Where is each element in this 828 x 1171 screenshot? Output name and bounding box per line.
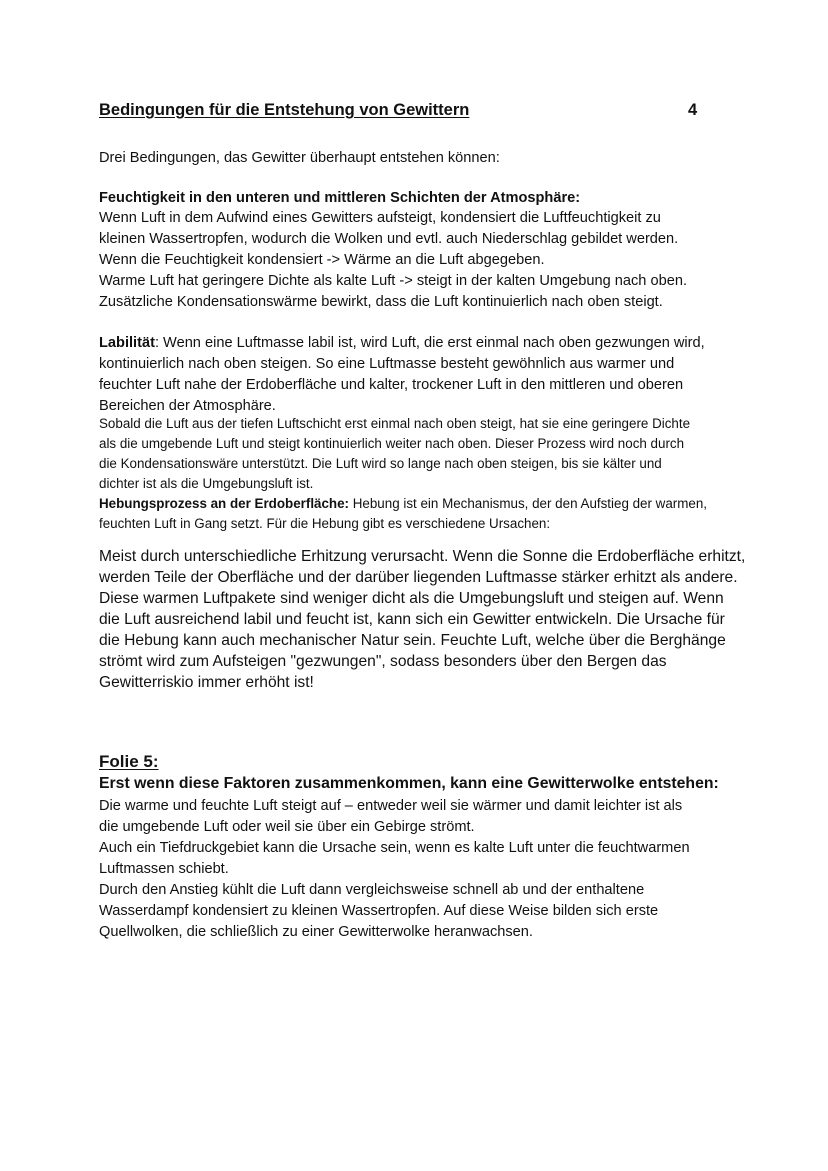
- labilitaet-small-line: als die umgebende Luft und steigt kontinuierlich weiter nach oben. Dieser Prozess wird noch durch: [99, 436, 685, 451]
- hebung-line: die Hebung kann auch mechanischer Natur sein. Feuchte Luft, welche über die Berghänge: [99, 632, 726, 649]
- hebung-line: Meist durch unterschiedliche Erhitzung verursacht. Wenn die Sonne die Erdoberfläche erhitzt,: [99, 548, 746, 565]
- hebung-second-line: feuchten Luft in Gang setzt. Für die Hebung gibt es verschiedene Ursachen:: [99, 516, 551, 531]
- hebung-text: Hebung ist ein Mechanismus, der den Aufstieg der warmen,: [349, 496, 708, 511]
- folie5-line: Die warme und feuchte Luft steigt auf – entweder weil sie wärmer und damit leichter ist als: [99, 798, 683, 814]
- hebung-first-line: [99, 494, 707, 514]
- folie5-line: Luftmassen schiebt.: [99, 861, 229, 877]
- feuchtigkeit-line: Zusätzliche Kondensationswärme bewirkt, dass die Luft kontinuierlich nach oben steigt.: [99, 294, 663, 310]
- labilitaet-line: kontinuierlich nach oben steigen. So eine Luftmasse besteht gewöhnlich aus warmer und: [99, 356, 675, 372]
- hebung-line: die Luft ausreichend labil und feucht ist, kann sich ein Gewitter entwickeln. Die Ursache für: [99, 611, 725, 628]
- feuchtigkeit-line: Wenn Luft in dem Aufwind eines Gewitters aufsteigt, kondensiert die Luftfeuchtigkeit zu: [99, 210, 661, 226]
- hebung-line: werden Teile der Oberfläche und der darüber liegenden Luftmasse stärker erhitzt als andere.: [99, 569, 738, 586]
- feuchtigkeit-line: kleinen Wassertropfen, wodurch die Wolken und evtl. auch Niederschlag gebildet werden.: [99, 231, 679, 247]
- folie5-line: Durch den Anstieg kühlt die Luft dann vergleichsweise schnell ab und der enthaltene: [99, 882, 645, 898]
- page-title: Bedingungen für die Entstehung von Gewittern: [99, 101, 470, 119]
- page-number: 4: [688, 101, 698, 119]
- labilitaet-term: Labilität: [99, 335, 155, 351]
- folie5-line: die umgebende Luft oder weil sie über ein Gebirge strömt.: [99, 819, 475, 835]
- labilitaet-line: Bereichen der Atmosphäre.: [99, 398, 276, 414]
- folie5-line: Quellwolken, die schließlich zu einer Gewitterwolke heranwachsen.: [99, 924, 533, 940]
- feuchtigkeit-line: Warme Luft hat geringere Dichte als kalte Luft -> steigt in der kalten Umgebung nach oben.: [99, 273, 687, 289]
- hebung-line: strömt wird zum Aufsteigen "gezwungen", sodass besonders über den Bergen das: [99, 653, 667, 670]
- labilitaet-first-line: [99, 333, 705, 354]
- folie5-line: Auch ein Tiefdruckgebiet kann die Ursache sein, wenn es kalte Luft unter die feuchtwarmen: [99, 840, 690, 856]
- labilitaet-line: feuchter Luft nahe der Erdoberfläche und kalter, trockener Luft in den mittleren und oberen: [99, 377, 684, 393]
- feuchtigkeit-line: Wenn die Feuchtigkeit kondensiert -> Wärme an die Luft abgegeben.: [99, 252, 545, 268]
- hebung-line: Gewitterriskio immer erhöht ist!: [99, 674, 314, 691]
- folie5-subheading: Erst wenn diese Faktoren zusammenkommen, kann eine Gewitterwolke entstehen:: [99, 775, 719, 792]
- hebung-term: Hebungsprozess an der Erdoberfläche:: [99, 496, 350, 511]
- hebung-line: Diese warmen Luftpakete sind weniger dicht als die Umgebungsluft und steigen auf. Wenn: [99, 590, 724, 607]
- feuchtigkeit-heading: Feuchtigkeit in den unteren und mittleren Schichten der Atmosphäre:: [99, 190, 581, 206]
- labilitaet-small-line: die Kondensationswäre unterstützt. Die Luft wird so lange nach oben steigen, bis sie kälter und: [99, 456, 662, 471]
- labilitaet-text: : Wenn eine Luftmasse labil ist, wird Luft, die erst einmal nach oben gezwungen wird,: [154, 335, 705, 351]
- folie5-line: Wasserdampf kondensiert zu kleinen Wassertropfen. Auf diese Weise bilden sich erste: [99, 903, 659, 919]
- folie5-heading: Folie 5:: [99, 752, 159, 771]
- labilitaet-small-line: Sobald die Luft aus der tiefen Luftschicht erst einmal nach oben steigt, hat sie eine geringere Dichte: [99, 416, 691, 431]
- intro-text: Drei Bedingungen, das Gewitter überhaupt entstehen können:: [99, 150, 500, 166]
- labilitaet-small-line: dichter ist als die Umgebungsluft ist.: [99, 476, 314, 491]
